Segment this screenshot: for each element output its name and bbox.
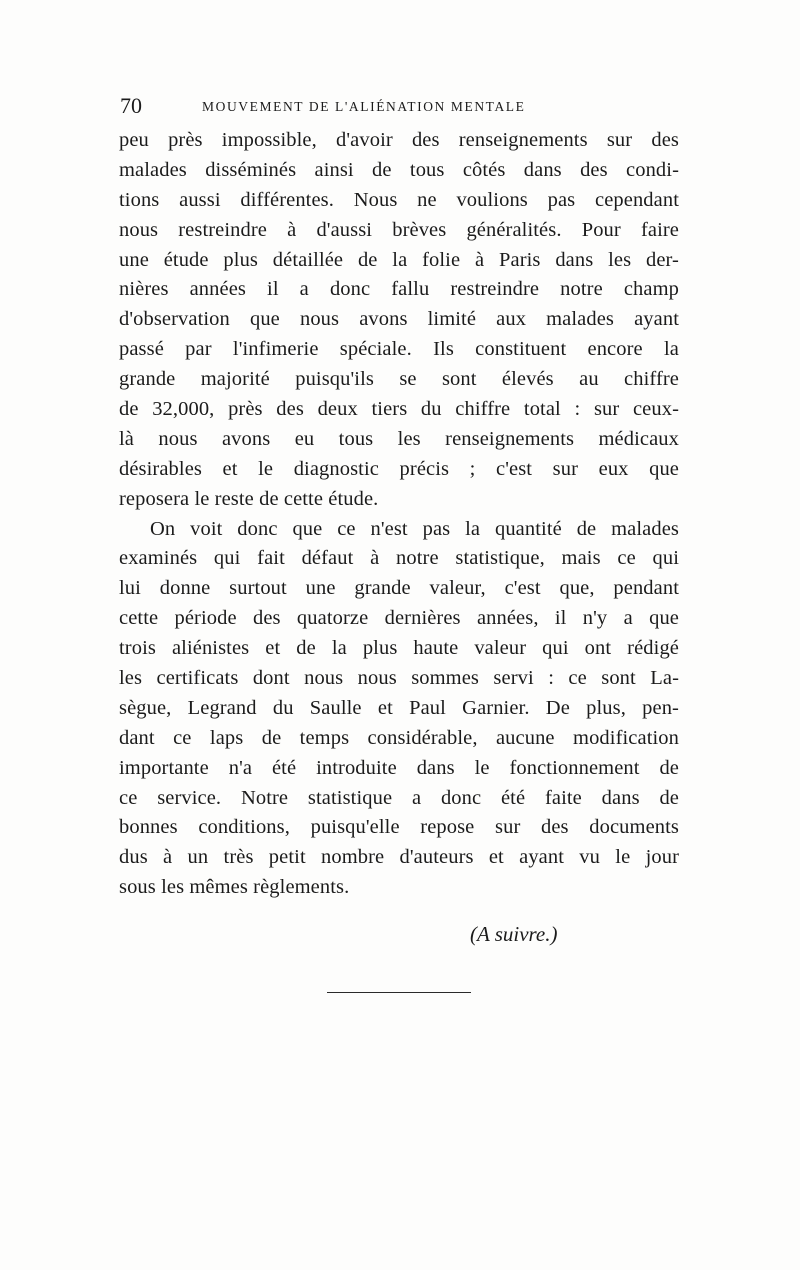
text-line: désirables et le diagnostic précis ; c'est sur eux que (119, 457, 679, 480)
page-number: 70 (120, 93, 142, 118)
text-line: grande majorité puisqu'ils se sont élevés au chiffre (119, 368, 679, 391)
text-line: importante n'a été introduite dans le fonctionnement de (119, 756, 679, 779)
text-line: de 32,000, près des deux tiers du chiffre total : sur ceux- (119, 398, 679, 421)
text-line: lui donne surtout une grande valeur, c'est que, pendant (119, 577, 679, 600)
closing-rule (327, 992, 471, 993)
text-line: cette période des quatorze dernières années, il n'y a que (119, 607, 679, 630)
text-line: nous restreindre à d'aussi brèves généralités. Pour faire (119, 218, 679, 241)
paragraph-1 (119, 126, 679, 515)
page-body (119, 126, 679, 903)
text-line: dus à un très petit nombre d'auteurs et ayant vu le jour (119, 846, 679, 869)
text-line: peu près impossible, d'avoir des renseignements sur des (119, 129, 679, 151)
text-line: passé par l'infimerie spéciale. Ils constituent encore la (119, 338, 679, 361)
text-line: reposera le reste de cette étude. (119, 487, 379, 510)
text-line: nières années il a donc fallu restreindre notre champ (119, 278, 679, 301)
text-line: dant ce laps de temps considérable, aucune modification (119, 726, 679, 749)
text-line: trois aliénistes et de la plus haute valeur qui ont rédigé (119, 637, 679, 660)
text-line: examinés qui fait défaut à notre statistique, mais ce qui (119, 547, 679, 570)
to-be-continued-note: (A suivre.) (470, 922, 558, 946)
paragraph-2 (119, 515, 679, 904)
text-line: ce service. Notre statistique a donc été faite dans de (119, 786, 679, 809)
text-line: une étude plus détaillée de la folie à Paris dans les der- (119, 248, 679, 271)
text-line: bonnes conditions, puisqu'elle repose sur des documents (119, 816, 679, 839)
text-line: malades disséminés ainsi de tous côtés dans des condi- (119, 158, 679, 181)
text-line: d'observation que nous avons limité aux malades ayant (119, 308, 679, 331)
text-line: sous les mêmes règlements. (119, 876, 350, 899)
text-line: les certificats dont nous nous sommes servi : ce sont La- (119, 667, 679, 690)
text-line: On voit donc que ce n'est pas la quantité de malades (150, 517, 679, 540)
running-title: MOUVEMENT DE L'ALIÉNATION MENTALE (202, 99, 526, 114)
running-header (120, 94, 678, 118)
text-line: sègue, Legrand du Saulle et Paul Garnier. De plus, pen- (119, 696, 679, 719)
text-line: tions aussi différentes. Nous ne voulions pas cependant (119, 188, 679, 211)
text-line: là nous avons eu tous les renseignements médicaux (119, 427, 679, 450)
